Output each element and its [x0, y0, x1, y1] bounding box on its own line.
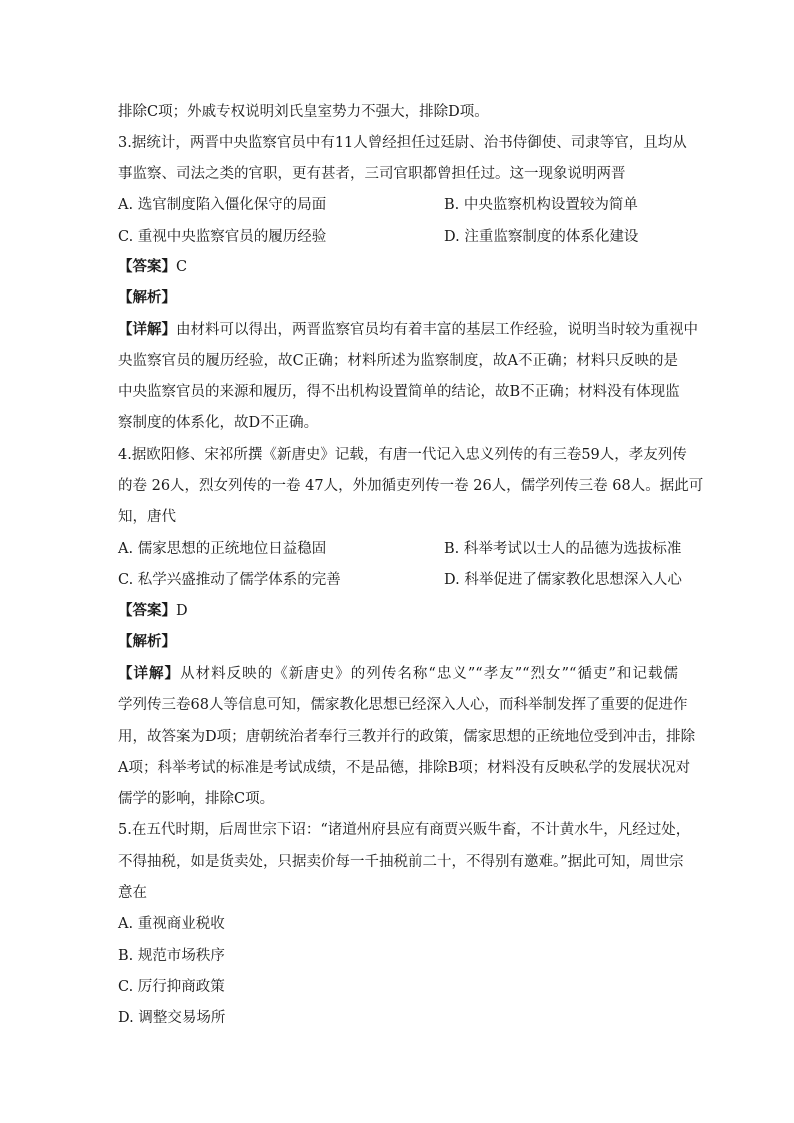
q3-option-b: B. 中央监察机构设置较为简单: [444, 197, 638, 213]
q4-stem-line-1: 4.据欧阳修、宋祁所撰《新唐史》记载，有唐一代记入忠义列传的有三卷59人，孝友列传: [118, 447, 687, 463]
q3-option-d: D. 注重监察制度的体系化建设: [444, 229, 639, 245]
q4-stem-line-2: 的卷 26人，烈女列传的一卷 47人，外加循吏列传一卷 26人，儒学列传三卷 68人。据此可: [118, 478, 704, 494]
q4-detail-line-1: [118, 664, 678, 684]
q3-detail-line-1: [118, 320, 698, 340]
q5-stem-line-3: 意在: [118, 885, 147, 901]
q3-option-a: A. 选官制度陷入僵化保守的局面: [118, 197, 327, 213]
q3-answer: [118, 257, 678, 277]
answer-value: C: [176, 259, 188, 275]
q4-detail-line-4: A项；科举考试的标准是考试成绩，不是品德，排除B项；材料没有反映私学的发展状况对: [118, 760, 691, 776]
detail-tag: 【详解】: [118, 665, 181, 682]
q5-option-b: B. 规范市场秩序: [118, 948, 225, 964]
answer-value: D: [176, 603, 188, 619]
q4-option-a: A. 儒家思想的正统地位日益稳固: [118, 541, 327, 557]
q4-detail-line-3: 用，故答案为D项；唐朝统治者奉行三教并行的政策，儒家思想的正统地位受到冲击，排除: [118, 729, 696, 745]
q4-option-c: C. 私学兴盛推动了儒学体系的完善: [118, 572, 341, 588]
q4-analysis-tag: [118, 632, 678, 652]
q3-detail-line-4: 察制度的体系化，故D不正确。: [118, 415, 319, 431]
q3-detail-line-3: 中央监察官员的来源和履历，得不出机构设置简单的结论，故B不正确；材料没有体现监: [118, 384, 680, 400]
q4-option-b: B. 科举考试以士人的品德为选拔标准: [444, 541, 682, 557]
q5-option-d: D. 调整交易场所: [118, 1010, 226, 1026]
q3-stem-line-2: 事监察、司法之类的官职，更有甚者，三司官职都曾担任过。这一现象说明两晋: [118, 166, 626, 182]
q5-option-c: C. 厉行抑商政策: [118, 979, 225, 995]
q4-answer: [118, 601, 678, 621]
answer-tag: 【答案】: [118, 602, 176, 619]
q5-stem-line-1: 5.在五代时期，后周世宗下诏：“诸道州府县应有商贾兴贩牛畜，不计黄水牛，凡经过处，: [118, 822, 691, 838]
q3-stem-line-1: 3.据统计，两晋中央监察官员中有11人曾经担任过廷尉、治书侍御使、司隶等官，且均从: [118, 135, 687, 151]
q3-option-c: C. 重视中央监察官员的履历经验: [118, 229, 327, 245]
analysis-tag: 【解析】: [118, 633, 176, 650]
q3-detail-line-2: 央监察官员的履历经验，故C正确；材料所述为监察制度，故A不正确；材料只反映的是: [118, 353, 679, 369]
q4-detail-line-5: 儒学的影响，排除C项。: [118, 791, 275, 807]
detail-tag: 【详解】: [118, 321, 176, 338]
detail-text: 由材料可以得出，两晋监察官员均有着丰富的基层工作经验，说明当时较为重视中: [176, 322, 698, 338]
q4-stem-line-3: 知，唐代: [118, 509, 176, 525]
q4-detail-line-2: 学列传三卷68人等信息可知，儒家教化思想已经深入人心，而科举制发挥了重要的促进作: [118, 697, 688, 713]
intro-line: 排除C项；外戚专权说明刘氏皇室势力不强大，排除D项。: [118, 104, 489, 120]
detail-text: 从材料反映的《新唐史》的列传名称“忠义”“孝友”“烈女”“循吏”和记载儒: [180, 666, 678, 682]
answer-tag: 【答案】: [118, 258, 176, 275]
analysis-tag: 【解析】: [118, 289, 176, 306]
q5-stem-line-2: 不得抽税，如是货卖处，只据卖价每一千抽税前二十，不得别有邀难。”据此可知，周世宗: [118, 854, 684, 870]
q4-option-d: D. 科举促进了儒家教化思想深入人心: [444, 572, 682, 588]
q5-option-a: A. 重视商业税收: [118, 916, 225, 932]
q3-analysis-tag: [118, 288, 678, 308]
